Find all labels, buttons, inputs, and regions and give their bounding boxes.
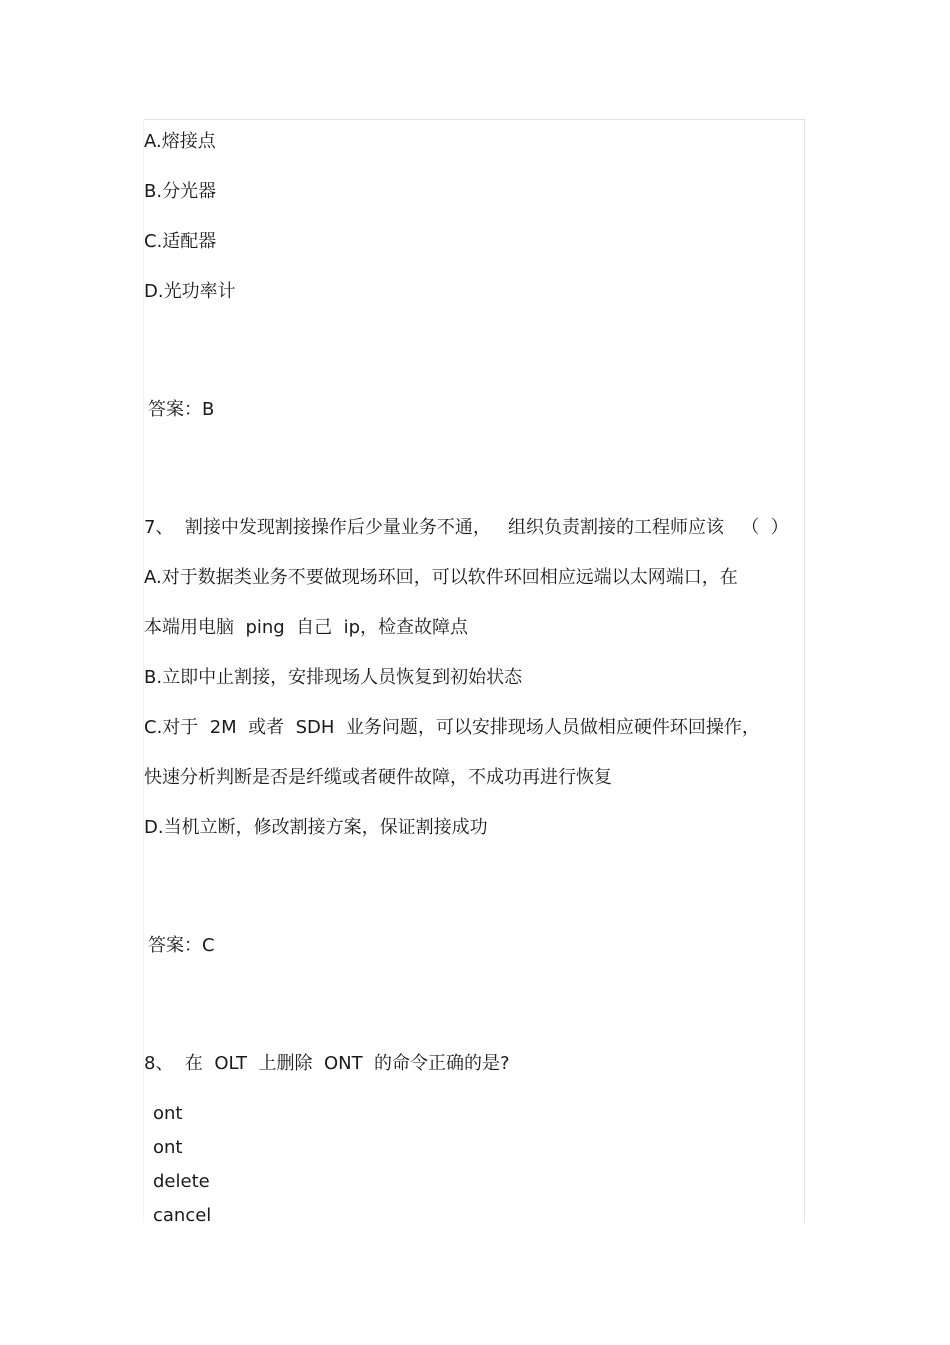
q6-option-d: D.光功率计 [144,281,236,302]
q8-question: 8、 在 OLT 上删除 ONT 的命令正确的是? [144,1053,510,1074]
q6-option-c: C.适配器 [144,231,217,252]
q7-line-2: 本端用电脑 ping 自己 ip，检查故障点 [144,617,469,638]
q6-option-a: A.熔接点 [144,131,216,152]
q7-line-4: C.对于 2M 或者 SDH 业务问题，可以安排现场人员做相应硬件环回操作， [144,717,760,738]
q8-line-4: cancel [153,1205,212,1226]
q6-option-b: B.分光器 [144,181,217,202]
q7-line-1: A.对于数据类业务不要做现场环回，可以软件环回相应远端以太网端口，在 [144,567,738,588]
q7-line-3: B.立即中止割接，安排现场人员恢复到初始状态 [144,667,523,688]
q7-line-5: 快速分析判断是否是纤缆或者硬件故障，不成功再进行恢复 [144,767,612,788]
q8-line-1: ont [153,1103,183,1124]
q8-line-3: delete [153,1171,210,1192]
q7-question: 7、 割接中发现割接操作后少量业务不通， 组织负责割接的工程师应该 （ ） [144,517,789,538]
q7-line-6: D.当机立断，修改割接方案，保证割接成功 [144,817,488,838]
q7-answer: 答案：C [148,935,215,956]
q6-answer: 答案：B [148,399,215,420]
q8-line-2: ont [153,1137,183,1158]
